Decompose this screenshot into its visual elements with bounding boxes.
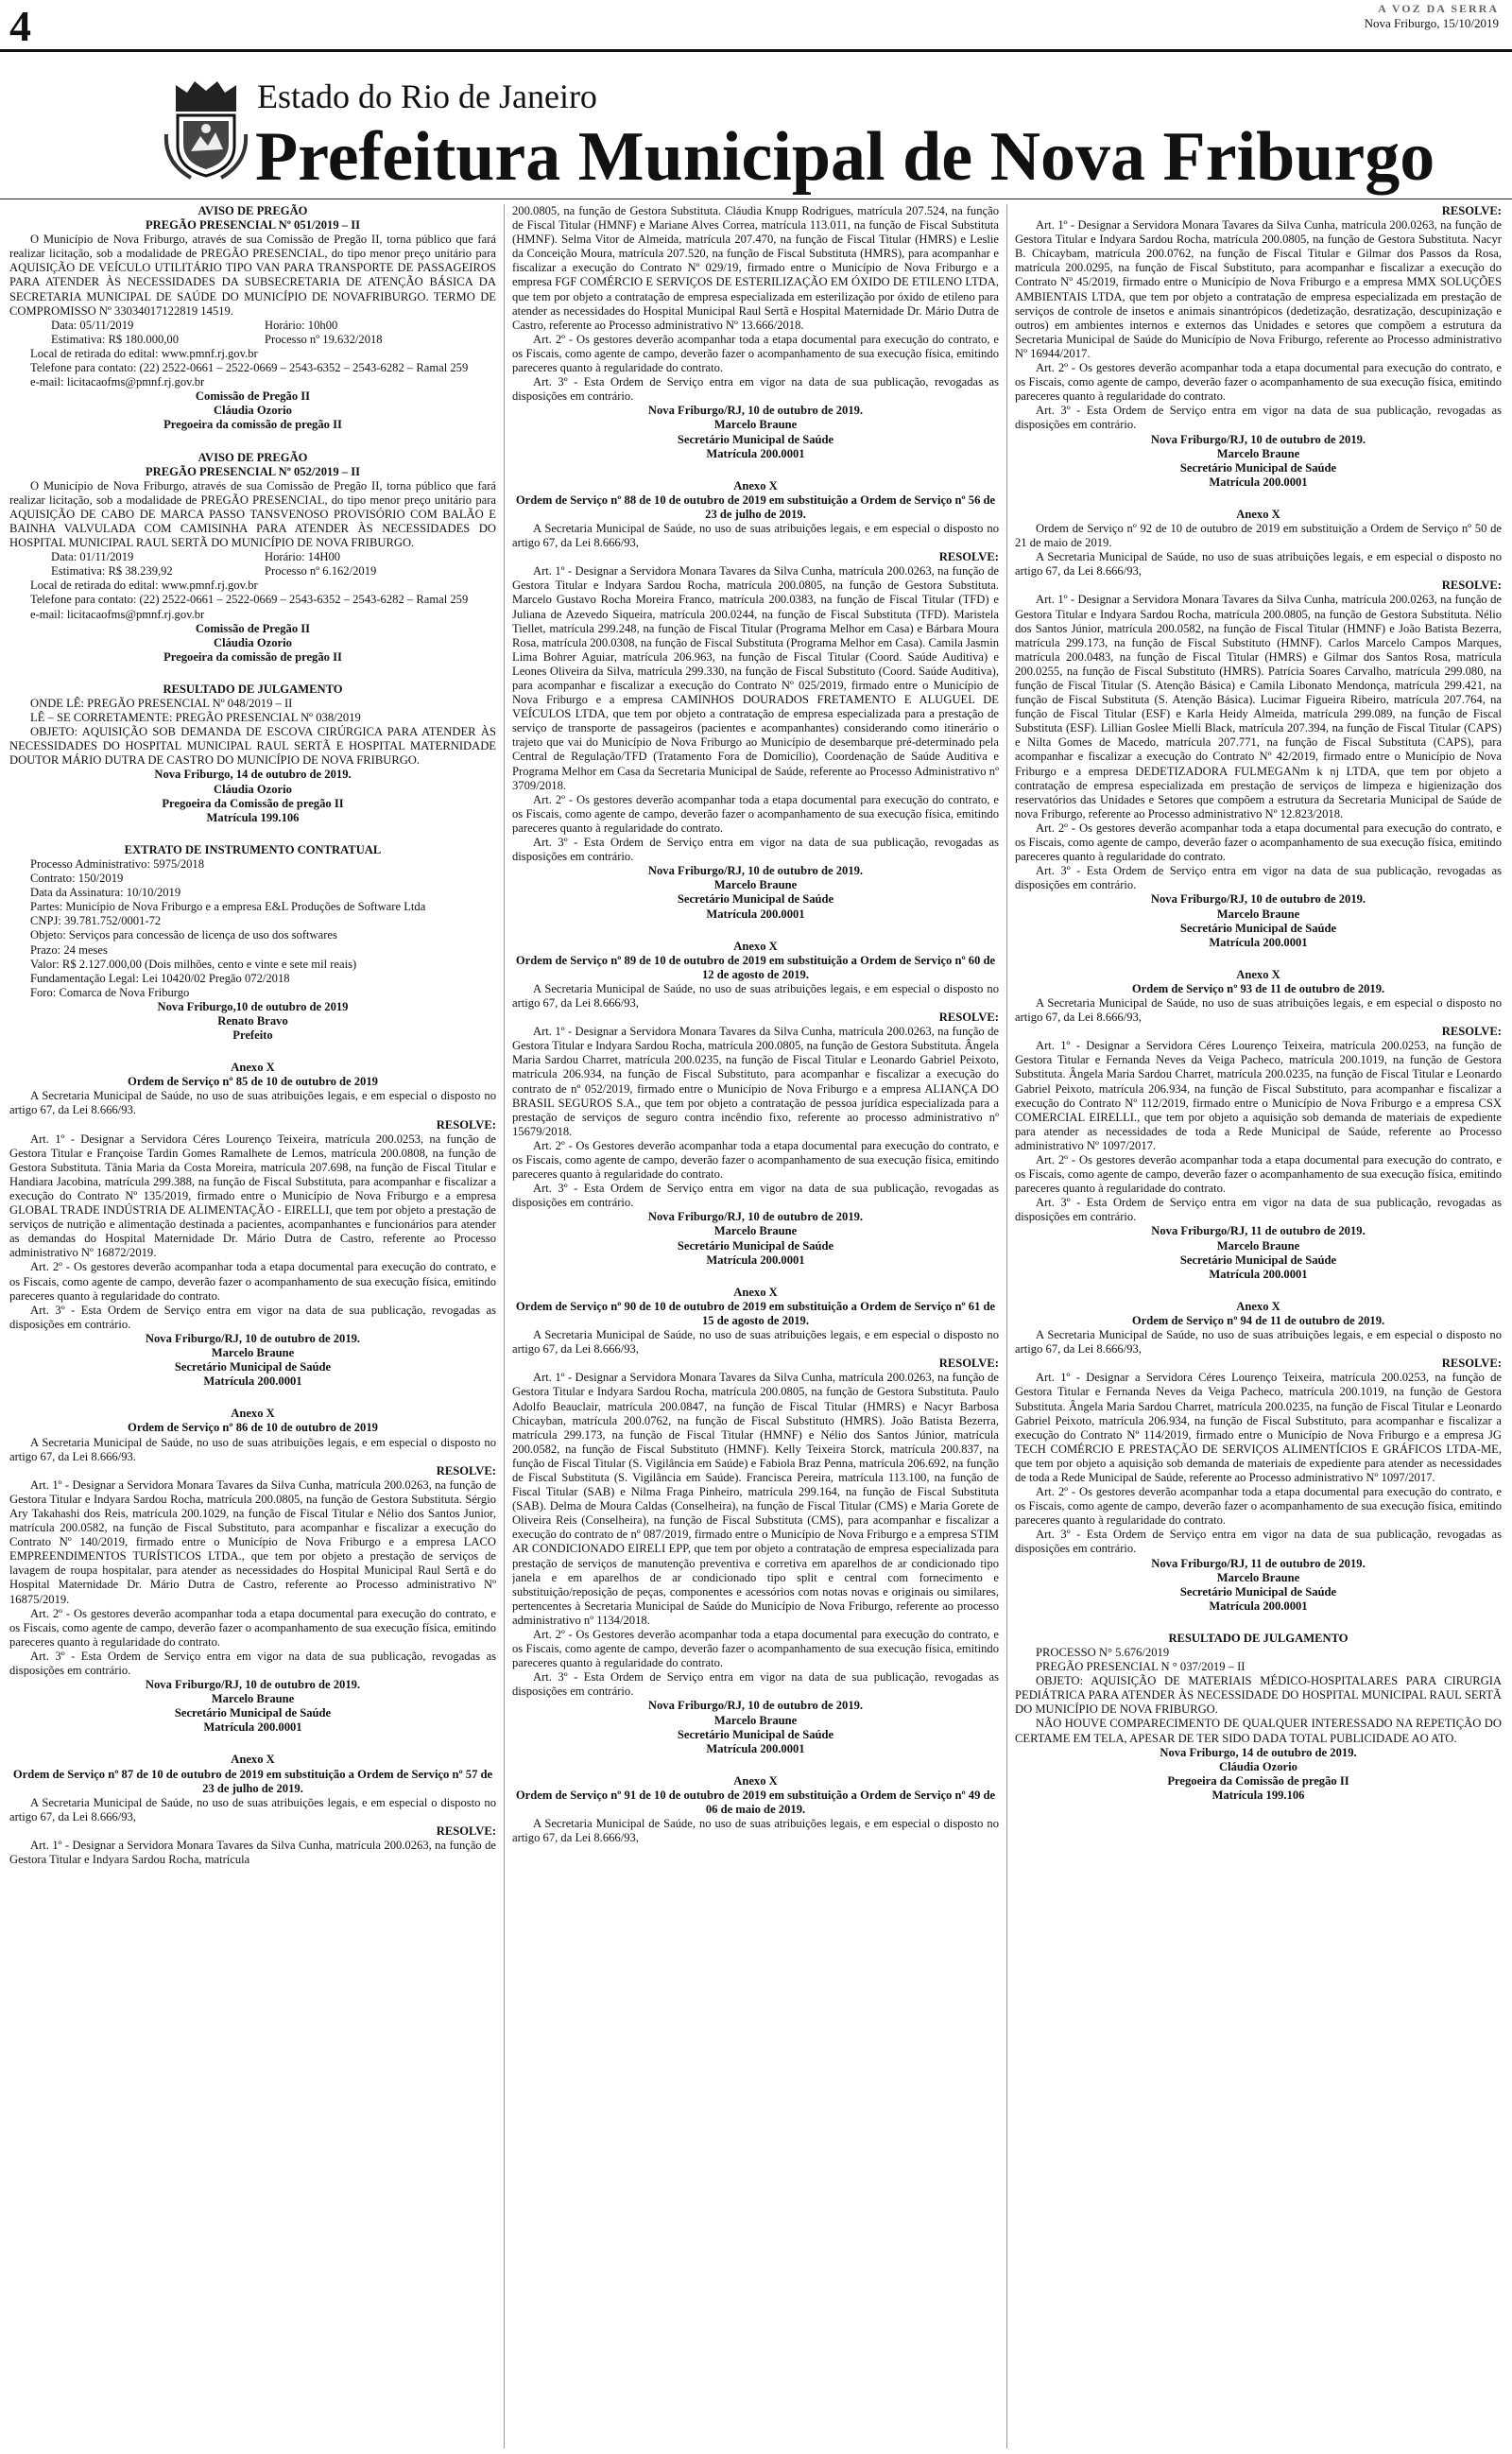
text-line: Data da Assinatura: 10/10/2019: [30, 886, 181, 900]
section-title: Anexo X: [733, 939, 778, 953]
paragraph: Art. 2º - Os gestores deverão acompanhar toda a etapa documental para execução do contrato, e os Fiscais, como agente de campo, deverão fazer o acompanhamento de sua execução física, emitindo pareceres quanto à regularidade do contrato.: [9, 1260, 496, 1303]
section-subtitle: Ordem de Serviço nº 87 de 10 de outubro de 2019 em substituição a Ordem de Serviço nº 57 de 23 de julho de 2019.: [12, 1767, 493, 1795]
paragraph: Art. 3º - Esta Ordem de Serviço entra em vigor na data de sua publicação, revogadas as disposições em contrário.: [512, 1670, 999, 1699]
signature-line: Secretário Municipal de Saúde: [677, 1238, 834, 1253]
paragraph: OBJETO: AQUISIÇÃO DE MATERIAIS MÉDICO-HOSPITALARES PARA CIRURGIA PEDIÁTRICA PARA ATENDER ÀS NECESSIDADE DO HOSPITAL MUNICIPAL RAUL SERTÃ DO MUNICÍPIO DE NOVA FRIBURGO.: [1015, 1674, 1502, 1717]
section-title: Anexo X: [231, 1753, 275, 1767]
paragraph: Art. 1º - Designar a Servidora Céres Lourenço Teixeira, matrícula 200.0253, na função de Gestora Titular e Fernanda Neves da Veiga Pacheco, matrícula 200.1019, na função de Gestora Substituta. Ângela Maria Sardou Charret, matrícula 200.0235, na função de Fiscal Titular e Leonardo Gabriel Peixoto, matrícula 206.934, na função de Fiscal Substituto, para acompanhar e fiscalizar a execução do Contrato Nº 112/2019, firmado entre o Município de Nova Friburgo e a empresa CSX COMERCIAL EIRELLI., que tem por objeto a aquisição sob demanda de materiais de expediente para atender as necessidades de toda a Rede Municipal de Saúde, referente ao Processo administrativo Nº 1097/2017.: [1015, 1039, 1502, 1152]
coat-of-arms-icon: [163, 78, 249, 181]
signature-line: Marcelo Braune: [713, 1224, 798, 1238]
section-subtitle: Ordem de Serviço nº 90 de 10 de outubro de 2019 em substituição a Ordem de Serviço nº 61 de 15 de agosto de 2019.: [515, 1299, 996, 1327]
text-line: PREGÃO PRESENCIAL N ° 037/2019 – II: [1036, 1660, 1246, 1674]
text-line: Local de retirada do edital: www.pmnf.rj.gov.br: [30, 346, 258, 360]
text-line: Partes: Município de Nova Friburgo e a empresa E&L Produções de Software Ltda: [30, 900, 426, 914]
newspaper-name: A VOZ DA SERRA: [1378, 2, 1499, 15]
section-subtitle: Ordem de Serviço nº 91 de 10 de outubro de 2019 em substituição a Ordem de Serviço nº 49 de 06 de maio de 2019.: [515, 1788, 996, 1817]
resolve-label: RESOLVE:: [938, 550, 999, 564]
text-line: Fundamentação Legal: Lei 10420/02 Pregão 072/2018: [30, 971, 290, 985]
text-line: Valor: R$ 2.127.000,00 (Dois milhões, cento e vinte e sete mil reais): [30, 957, 357, 971]
signature-line: Nova Friburgo/RJ, 10 de outubro de 2019.: [647, 864, 864, 878]
paragraph: Art. 1º - Designar a Servidora Monara Tavares da Silva Cunha, matrícula 200.0263, na função de Gestora Titular e Indyara Sardou Rocha, matrícula 200.0805, na função de Gestora Substituta. Paulo Adolfo Beauclair, matrícula 200.0847, na função de Fiscal Titular (HMRS) e Nacyr Barbosa Chicayban, matrícula 200.0762, na função de Fiscal Substituto (HMRS). João Batista Bezerra, matrícula 299.173, na função de Fiscal Titular (HMNF) e Nélio dos Santos Júnior, matrícula 200.0582, na função de Fiscal Substituto (HMNF). Kelly Teixeira Storck, matrícula 200.837, na função de Fiscal Titular (S. Vigilância em Saúde) e Fabiola Braz Penna, matrícula 206.692, na função de Fiscal Substituta (S. Vigilância em Saúde). Francisca Pereira, matrícula 113.100, na função de Fiscal Titular (SAB) e Nilma Fraga Pinheiro, matrícula 299.164, na função de Fiscal Substituta (SAB). Delma de Moura Caldas (Conselheira), na função de Fiscal Titular (CMS) e Maria Gorete de Oliveira Reis (Conselheira), na função de Fiscal Substituta (CMS), para acompanhar e fiscalizar a execução do contrato de nº 087/2019, firmado entre o Município de Nova Friburgo e a empresa STIM AR CONDICIONADO EIRELI EPP, que tem por objeto a contratação de empresa especializada para prestação de serviços de manutenção preventiva e corretiva em aparelhos de ar condicionado tipo janela e em aparelhos de ar condicionado tipo split e central com fornecimento e substituição/reposição de peças, componentes e acessórios com notas novas e originais ou similares, pertencentes à Secretaria Municipal de Saúde do Município de Nova Friburgo, referente ao processo administrativo nº 1134/2018.: [512, 1371, 999, 1627]
resolve-label: RESOLVE:: [436, 1117, 496, 1132]
text-line: Contrato: 150/2019: [30, 872, 124, 886]
date-line: Data: 01/11/2019 Horário: 14H00: [51, 550, 341, 564]
section-subtitle: Ordem de Serviço nº 88 de 10 de outubro de 2019 em substituição a Ordem de Serviço nº 56 de 23 de julho de 2019.: [515, 493, 996, 521]
prefeitura-title: Prefeitura Municipal de Nova Friburgo: [255, 118, 1435, 196]
text-line: Objeto: Serviços para concessão de licença de uso dos softwares: [30, 928, 337, 942]
paragraph: A Secretaria Municipal de Saúde, no uso de suas atribuições legais, e em especial o disposto no artigo 67, da Lei 8.666/93,: [512, 981, 999, 1010]
ordem-servico-86: [9, 1407, 496, 1735]
paragraph: Art. 1º - Designar a Servidora Monara Tavares da Silva Cunha, matrícula 200.0263, na função de Gestora Titular e Indyara Sardou Rocha, matrícula 200.0805, na função de Gestora Substituta. Nélio dos Santos Júnior, matrícula 200.0582, na função de Fiscal Titular (HMNF) e João Batista Bezerra, matrícula 299.173, na função de Fiscal Substituto (HMNF). Carlos Marcelo Campos Marques, matrícula 200.0483, na função de Fiscal Titular (HMRS) e Gilmar dos Santos Rosa, matrícula 200.0255, na função de Fiscal Substituto (HMRS). Patrícia Soares Carvalho, matrícula 299.080, na função de Fiscal Titular (S. Atenção Básica) e Camila Libonato Mendonça, matrícula 299.421, na função de Fiscal Substituta (S. Atenção Básica). Lucimar Figueira Ribeiro, matrícula 207.764, na função de Fiscal Titular (ESF) e Karla Heidy Almeida, matrícula 299.089, na função de Fiscal Substituta (ESF). Lillian Goslee Mielli Black, matrícula 207.394, na função de Fiscal Titular (CAPS) e Nilta Gomes de Macedo, matrícula 207.771, na função de Fiscal Substituta (CAPS), para acompanhar e fiscalizar a execução do Contrato Nº 42/2019, firmado entre o Município de Nova Friburgo e a empresa DEDETIZADORA FULMEGANm k nj LTDA, que tem por objeto a contratação de empresa especializada em prestação de serviços de limpeza e higienização dos reservatórios das Unidades e Setores que compõem a estrutura da Secretaria Municipal de Saúde de nova Friburgo, referente ao Processo administrativo Nº 12.823/2018.: [1015, 593, 1502, 821]
text-line: Foro: Comarca de Nova Friburgo: [30, 985, 190, 999]
column-3: [1015, 204, 1502, 2448]
paragraph: Art. 2º - Os gestores deverão acompanhar toda a etapa documental para execução do contrato, e os Fiscais, como agente de campo, deverão fazer o acompanhamento de sua execução física, emitindo pareceres quanto à regularidade do contrato.: [1015, 821, 1502, 864]
section-title: Anexo X: [1236, 507, 1280, 521]
resolve-label: RESOLVE:: [1441, 1025, 1502, 1039]
ordem-servico-90: [512, 1286, 999, 1756]
signature-line: Secretário Municipal de Saúde: [174, 1360, 332, 1374]
section-title: Anexo X: [733, 478, 778, 493]
resolve-label: RESOLVE:: [1441, 204, 1502, 217]
signature-line: Matrícula 200.0001: [706, 1741, 805, 1755]
paragraph: Art. 2º - Os Gestores deverão acompanhar toda a etapa documental para execução do contrato, e os Fiscais, como agente de campo, deverão fazer o acompanhamento de sua execução física, emitindo pareceres quanto à regularidade do contrato.: [512, 1628, 999, 1670]
signature-line: Secretário Municipal de Saúde: [677, 432, 834, 446]
signature-line: Secretário Municipal de Saúde: [174, 1706, 332, 1720]
text-line: e-mail: licitacaofms@pmnf.rj.gov.br: [30, 375, 205, 389]
section-title: AVISO DE PREGÃO: [198, 450, 308, 464]
section-title: Anexo X: [733, 1773, 778, 1788]
resolve-label: RESOLVE:: [938, 1011, 999, 1025]
signature-line: Marcelo Braune: [1216, 446, 1300, 460]
signature-line: Nova Friburgo/RJ, 10 de outubro de 2019.: [1150, 432, 1366, 446]
signature-line: Nova Friburgo/RJ, 10 de outubro de 2019.: [1150, 892, 1366, 907]
paragraph: O Município de Nova Friburgo, através de sua Comissão de Pregão II, torna público que fará realizar licitação, sob a modalidade de PREGÃO PRESENCIAL, do tipo menor preço unitário para AQUISIÇÃO DE VEÍCULO UTILITÁRIO TIPO VAN PARA TRANSPORTE DE PASSAGEIROS PARA ATENDER ÀS NECESSIDADES DA SUBSECRETARIA DE ATENÇÃO BÁSICA DA SECRETARIA MUNICIPAL DE SAÚDE DO MUNICÍPIO DE NOVAFRIBURGO. TERMO DE COMPROMISSO Nº 33034017122819 14519.: [9, 233, 496, 318]
paragraph: Ordem de Serviço nº 92 de 10 de outubro de 2019 em substituição a Ordem de Serviço nº 50 de 21 de maio de 2019.: [1015, 521, 1502, 550]
signature-line: Cláudia Ozorio: [214, 782, 292, 796]
text-line: Prazo: 24 meses: [30, 942, 108, 957]
paragraph: Art. 3º - Esta Ordem de Serviço entra em vigor na data de sua publicação, revogadas as disposições em contrário.: [1015, 1196, 1502, 1224]
signature-line: Pregoeira da Comissão de pregão II: [1167, 1773, 1349, 1788]
page-number: 4: [9, 2, 31, 50]
paragraph: A Secretaria Municipal de Saúde, no uso de suas atribuições legais, e em especial o disposto no artigo 67, da Lei 8.666/93.: [9, 1435, 496, 1463]
signature-line: Nova Friburgo/RJ, 10 de outubro de 2019.: [145, 1678, 361, 1692]
signature-line: Marcelo Braune: [1216, 907, 1300, 921]
paragraph: A Secretaria Municipal de Saúde, no uso de suas atribuições legais, e em especial o disposto no artigo 67, da Lei 8.666/93.: [9, 1089, 496, 1117]
paragraph: Art. 1º - Designar a Servidora Monara Tavares da Silva Cunha, matrícula 200.0263, na função de Gestora Titular e Indyara Sardou Rocha, matrícula: [9, 1839, 496, 1867]
masthead: [1365, 2, 1499, 30]
column-2: [512, 204, 999, 2448]
column-divider: [1006, 204, 1007, 2448]
estimate-line: Estimativa: R$ 38.239,92 Processo nº 6.162/2019: [51, 564, 377, 579]
paragraph: Art. 3º - Esta Ordem de Serviço entra em vigor na data de sua publicação, revogadas as disposições em contrário.: [9, 1649, 496, 1677]
signature-line: Cláudia Ozorio: [214, 635, 292, 649]
paragraph: Art. 1º - Designar a Servidora Céres Lourenço Teixeira, matrícula 200.0253, na função de Gestora Titular e Françoise Tardin Gomes Ramalhete de Lemos, matrícula 200.0808, na função de Gestora Substituta. Tânia Maria da Costa Moreira, matrícula 207.698, na função de Fiscal Titular e Handiara Jacobina, matrícula 299.388, na função de Fiscal Substituta, para acompanhar e fiscalizar a execução do Contrato Nº 135/2019, firmado entre o Município de Nova Friburgo e a empresa GLOBAL TRADE INDÚSTRIA DE ALIMENTAÇÃO - EIRELLI, que tem por objeto a prestação de serviços de nutrição e alimentação destinada a pacientes, acompanhantes e funcionários para atender as demandas do Hospital Maternidade Dr. Mário Dutra de Castro, referente ao Processo administrativo Nº 16872/2019.: [9, 1132, 496, 1260]
paragraph: Art. 1º - Designar a Servidora Céres Lourenço Teixeira, matrícula 200.0253, na função de Gestora Titular e Fernanda Neves da Veiga Pacheco, matrícula 200.1019, na função de Gestora Substituta. Ângela Maria Sardou Charret, matrícula 200.0235, na função de Fiscal Titular e Leonardo Gabriel Peixoto, matrícula 206.934, na função de Fiscal Substituto, para acompanhar e fiscalizar a execução do Contrato Nº 114/2019, firmado entre o Município de Nova Friburgo e a empresa JG TECH COMÉRCIO E PRESTAÇÃO DE SERVIÇOS ALIMENTÍCIOS E GRÁFICOS LTDA-ME, que tem por objeto a aquisição sob demanda de materiais de expediente para atender as necessidades de toda a Rede Municipal de Saúde, referente ao Processo administrativo Nº 1097/2017.: [1015, 1371, 1502, 1484]
section-subtitle: PREGÃO PRESENCIAL Nº 051/2019 – II: [145, 218, 361, 233]
paragraph: A Secretaria Municipal de Saúde, no uso de suas atribuições legais, e em especial o disposto no artigo 67, da Lei 8.666/93,: [512, 521, 999, 550]
resolve-label: RESOLVE:: [1441, 1357, 1502, 1371]
ordem-servico-93: [1015, 968, 1502, 1282]
text-line: Local de retirada do edital: www.pmnf.rj.gov.br: [30, 579, 258, 593]
paragraph: Art. 1º - Designar a Servidora Monara Tavares da Silva Cunha, matrícula 200.0263, na função de Gestora Titular e Indyara Sardou Rocha, matrícula 200.0805, na função de Gestora Substituta. Sérgio Ary Takahashi dos Reis, matrícula 200.1029, na função de Fiscal Titular e Nélio dos Santos Junior, matrícula 200.0582, na função de Fiscal Substituto, para acompanhar e fiscalizar a execução do Contrato Nº 140/2019, firmado entre o Município de Nova Friburgo e a empresa LACO EMPREENDIMENTOS TURÍSTICOS LTDA., que tem por objeto a prestação de serviços de lavagem de roupa hospitalar, para atender as necessidades do Hospital Municipal Raul Sertã e do Hospital Maternidade Dr. Mário Dutra de Castro, referente ao Processo administrativo Nº 16875/2019.: [9, 1478, 496, 1606]
paragraph: Art. 1º - Designar a Servidora Monara Tavares da Silva Cunha, matrícula 200.0263, na função de Gestora Titular e Indyara Sardou Rocha, matrícula 200.0805, na função de Gestora Substituta. Ângela Maria Sardou Charret, matrícula 200.0235, na função de Fiscal Titular e Leonardo Gabriel Peixoto, matrícula 206.934, na função de Fiscal Substituto, para acompanhar e fiscalizar a execução do contrato de nº 052/2019, firmado entre o Município de Nova Friburgo e a empresa ALIANÇA DO BRASIL SEGUROS S.A., que tem por objeto a contratação de pessoa jurídica especializada para a prestação de serviços de seguro contra incêndio fixo, referente ao processo administrativo nº 15679/2018.: [512, 1025, 999, 1138]
paragraph: NÃO HOUVE COMPARECIMENTO DE QUALQUER INTERESSADO NA REPETIÇÃO DO CERTAME EM TELA, APESAR DE TER SIDO DADA TOTAL PUBLICIDADE AO ATO.: [1015, 1717, 1502, 1745]
signature-line: Marcelo Braune: [211, 1692, 295, 1706]
section-title: RESULTADO DE JULGAMENTO: [163, 682, 343, 696]
section-title: Anexo X: [231, 1407, 275, 1421]
signature-line: Comissão de Pregão II: [195, 621, 311, 635]
signature-line: Nova Friburgo, 14 de outubro de 2019.: [154, 768, 352, 782]
resolve-label: RESOLVE:: [436, 1823, 496, 1838]
signature-line: Secretário Municipal de Saúde: [1179, 1253, 1337, 1267]
column-divider: [504, 204, 505, 2448]
paragraph: Art. 2º - Os gestores deverão acompanhar toda a etapa documental para execução do contrato, e os Fiscais, como agente de campo, deverão fazer o acompanhamento de sua execução física, emitindo pareceres quanto à regularidade do contrato.: [9, 1606, 496, 1649]
paragraph: A Secretaria Municipal de Saúde, no uso de suas atribuições legais, e em especial o disposto no artigo 67, da Lei 8.666/93,: [512, 1328, 999, 1357]
paragraph: A Secretaria Municipal de Saúde, no uso de suas atribuições legais, e em especial o disposto no artigo 67, da Lei 8.666/93,: [512, 1817, 999, 1845]
paragraph: Art. 2º - Os gestores deverão acompanhar toda a etapa documental para execução do contrato, e os Fiscais, como agente de campo, deverão fazer o acompanhamento de sua execução física, emitindo pareceres quanto à regularidade do contrato.: [512, 792, 999, 835]
text-line: Telefone para contato: (22) 2522-0661 – 2522-0669 – 2543-6352 – 2543-6282 – Ramal 259: [30, 361, 469, 375]
signature-line: Nova Friburgo, 14 de outubro de 2019.: [1160, 1745, 1357, 1759]
signature-line: Renato Bravo: [217, 1013, 288, 1028]
text-line: LÊ – SE CORRETAMENTE: PREGÃO PRESENCIAL Nº 038/2019: [30, 711, 361, 725]
signature-line: Matrícula 200.0001: [203, 1374, 302, 1389]
prefeitura-banner: [163, 62, 1486, 196]
aviso-pregao-051: [9, 204, 496, 433]
section-subtitle: Ordem de Serviço nº 93 de 11 de outubro de 2019.: [1131, 981, 1385, 995]
signature-line: Pregoeira da comissão de pregão II: [163, 418, 342, 432]
ordem-servico-85: [9, 1061, 496, 1389]
resolve-label: RESOLVE:: [938, 1357, 999, 1371]
signature-line: Cláudia Ozorio: [214, 404, 292, 418]
top-rule: [0, 49, 1512, 52]
signature-line: Pregoeira da comissão de pregão II: [163, 649, 342, 664]
ordem-servico-89: [512, 940, 999, 1268]
paragraph: 200.0805, na função de Gestora Substituta. Cláudia Knupp Rodrigues, matrícula 207.524, na função de Fiscal Titular (HMNF) e Mariane Alves Correa, matrícula 113.011, na função de Fiscal Substituta (HMNF). Selma Vitor de Almeida, matrícula 207.470, na função de Fiscal Titular (HMRS) e Leslie da Conceição Moura, matrícula 207.520, na função de Fiscal Substituta (HMRS), para acompanhar e fiscalizar a execução do Contrato Nº 029/19, firmado entre o Município de Nova Friburgo e a empresa FGF COMÉRCIO E SERVIÇOS DE ESTERILIZAÇÃO EM ÓXIDO DE ETILENO LTDA, que tem por objeto a contratação de empresa especializada em esterilização por óxido de etileno para atender as necessidades do Hospital Municipal Raul Sertã e Hospital Maternidade Dr. Mário Dutra de Castro, referente ao Processo administrativo Nº 13.666/2018.: [512, 204, 999, 332]
text-line: ONDE LÊ: PREGÃO PRESENCIAL Nº 048/2019 – II: [30, 697, 293, 710]
signature-line: Marcelo Braune: [1216, 1570, 1300, 1584]
section-subtitle: Ordem de Serviço nº 89 de 10 de outubro de 2019 em substituição a Ordem de Serviço nº 60 de 12 de agosto de 2019.: [515, 953, 996, 981]
text-line: Telefone para contato: (22) 2522-0661 – 2522-0669 – 2543-6352 – 2543-6282 – Ramal 259: [30, 593, 469, 607]
section-title: AVISO DE PREGÃO: [198, 204, 308, 217]
signature-line: Matrícula 200.0001: [706, 907, 805, 921]
state-name: Estado do Rio de Janeiro: [257, 78, 597, 115]
signature-line: Nova Friburgo/RJ, 10 de outubro de 2019.: [647, 1210, 864, 1224]
paragraph: A Secretaria Municipal de Saúde, no uso de suas atribuições legais, e em especial o disposto no artigo 67, da Lei 8.666/93,: [1015, 995, 1502, 1025]
paragraph: A Secretaria Municipal de Saúde, no uso de suas atribuições legais, e em especial o disposto no artigo 67, da Lei 8.666/93,: [9, 1795, 496, 1823]
signature-line: Secretário Municipal de Saúde: [1179, 460, 1337, 475]
text-line: PROCESSO N° 5.676/2019: [1036, 1646, 1170, 1659]
signature-line: Secretário Municipal de Saúde: [1179, 921, 1337, 935]
paragraph: Art. 3º - Esta Ordem de Serviço entra em vigor na data de sua publicação, revogadas as disposições em contrário.: [1015, 1528, 1502, 1556]
ordem-servico-92: [1015, 508, 1502, 950]
signature-line: Matrícula 200.0001: [1209, 475, 1308, 489]
text-line: Processo Administrativo: 5975/2018: [30, 856, 205, 871]
paragraph: Art. 3º - Esta Ordem de Serviço entra em vigor na data de sua publicação, revogadas as disposições em contrário.: [512, 1182, 999, 1210]
columns: [9, 204, 1503, 2448]
signature-line: Matrícula 200.0001: [1209, 935, 1308, 949]
text-line: CNPJ: 39.781.752/0001-72: [30, 914, 162, 928]
section-subtitle: Ordem de Serviço nº 85 de 10 de outubro de 2019: [128, 1075, 378, 1089]
section-subtitle: PREGÃO PRESENCIAL Nº 052/2019 – II: [145, 464, 361, 478]
extrato-contratual: [9, 843, 496, 1043]
paragraph: O Município de Nova Friburgo, através de sua Comissão de Pregão II, torna público que fará realizar licitação, sob a modalidade de PREGÃO PRESENCIAL, do tipo menor preço unitário para AQUISIÇÃO DE CABO DE MARCA PASSO TANSVENOSO PROVISÓRIO COM BALÃO E BAINHA VALVULADA COM CAMISINHA PARA ATENDER ÀS NECESSIDADES DO HOSPITAL MUNICIPAL RAUL SERTÃ DO MUNICÍPIO DE NOVA FRIBURGO.: [9, 478, 496, 550]
signature-line: Marcelo Braune: [1216, 1238, 1300, 1253]
column-1: [9, 204, 496, 2448]
signature-line: Nova Friburgo/RJ, 10 de outubro de 2019.: [647, 1699, 864, 1713]
paragraph: Art. 1º - Designar a Servidora Monara Tavares da Silva Cunha, matrícula 200.0263, na função de Gestora Titular e Indyara Sardou Rocha, matrícula 200.0805, na função de Gestora Substituta. Marcelo Gustavo Rocha Moreira Franco, matrícula 200.0383, na função de Fiscal Titular (TFD) e Juliana de Azevedo Siqueira, matrícula 200.0244, na função de Fiscal Substituta (TFD). Maristela Tiellet, matrícula 299.248, na função de Fiscal Titular (Programa Melhor em Casa) e Bárbara Moura Rosa, matrícula 200.0308, na função de Fiscal Substituta (Programa Melhor em Casa). Camila Jasmin Lima Bohrer Aguiar, matrícula 206.963, na função de Fiscal Titular (Coord. Saúde Auditiva) e Leones Oliveira da Silva, matrícula 299.330, na função de Fiscal Substituto (Coord. Saúde Auditiva), para acompanhar e fiscalizar a execução do Contrato Nº 025/2019, firmado entre o Município de Nova Friburgo e a empresa CAMINHOS DOURADOS FRETAMENTO E ALUGUEL DE VEÍCULOS LTDA, que tem por objeto a contratação de empresa especializada para a prestação de serviço de transporte de passageiros (pacientes e acompanhantes) considerando como itinerário o trajeto que vai do Município de Nova Friburgo ao Município de desembarque pré-determinado pela Central de Regulação/TFD (Tratamento Fora de Domicílio), Coordenação de Saúde Auditiva e Programa Melhor em Casa da Secretaria Municipal de Saúde, referente ao Processo Administrativo nº 3709/2018.: [512, 564, 999, 792]
resultado-julgamento: [9, 683, 496, 825]
paragraph: Art. 2º - Os gestores deverão acompanhar toda a etapa documental para execução do contrato, e os Fiscais, como agente de campo, deverão fazer o acompanhamento de sua execução física, emitindo pareceres quanto à regularidade do contrato.: [1015, 1153, 1502, 1196]
signature-line: Cláudia Ozorio: [1219, 1759, 1297, 1773]
signature-line: Matrícula 200.0001: [706, 446, 805, 460]
signature-line: Nova Friburgo/RJ, 11 de outubro de 2019.: [1151, 1224, 1366, 1238]
paragraph: Art. 2º - Os gestores deverão acompanhar toda a etapa documental para execução do contrato, e os Fiscais, como agente de campo, deverão fazer o acompanhamento de sua execução física, emitindo pareceres quanto à regularidade do contrato.: [1015, 361, 1502, 404]
ordem-servico-91: [512, 1774, 999, 1845]
paragraph: A Secretaria Municipal de Saúde, no uso de suas atribuições legais, e em especial o disposto no artigo 67, da Lei 8.666/93,: [1015, 1328, 1502, 1357]
signature-line: Nova Friburgo,10 de outubro de 2019: [157, 999, 349, 1013]
signature-line: Matrícula 199.106: [1211, 1788, 1305, 1802]
edition-date: Nova Friburgo, 15/10/2019: [1364, 16, 1499, 30]
ordem-servico-91-continued: [1015, 204, 1502, 490]
ordem-servico-88: [512, 479, 999, 922]
date-line: Data: 05/11/2019 Horário: 10h00: [51, 318, 338, 332]
signature-line: Marcelo Braune: [211, 1346, 295, 1360]
signature-line: Pregoeira da Comissão de pregão II: [162, 796, 344, 810]
paragraph: Art. 1º - Designar a Servidora Monara Tavares da Silva Cunha, matrícula 200.0263, na função de Gestora Titular e Indyara Sardou Rocha, matrícula 200.0805, na função de Gestora Substituta. Nacyr B. Chicaybam, matrícula 200.0762, na função de Fiscal Titular e Gilmar dos Passos da Rosa, matrícula 200.0295, na função de Fiscal Substituto, para acompanhar e fiscalizar a execução do Contrato Nº 45/2019, firmado entre o Município de Nova Friburgo e a empresa MMX SOLUÇÕES AMBIENTAIS LTDA, que tem por objeto a contratação de empresa especializada em prestação de serviços de controle de insetos e animais sinantrópicos (dedetização, desratização, descupinização e outros) em ambientes internos e externos das Unidades e setores que compõem a estrutura da Secretaria Municipal de Saúde do Município de Nova Friburgo, referente ao Processo administrativo Nº 16944/2017.: [1015, 218, 1502, 360]
paragraph: Art. 2º - Os Gestores deverão acompanhar toda a etapa documental para execução do contrato, e os Fiscais, como agente de campo, deverão fazer o acompanhamento de sua execução física, emitindo pareceres quanto à regularidade do contrato.: [512, 1138, 999, 1182]
resolve-label: RESOLVE:: [1441, 579, 1502, 593]
signature-line: Nova Friburgo/RJ, 11 de outubro de 2019.: [1151, 1556, 1366, 1570]
paragraph: Art. 2º - Os gestores deverão acompanhar toda a etapa documental para execução do contrato, e os Fiscais, como agente de campo, deverão fazer o acompanhamento de sua execução física, emitindo pareceres quanto à regularidade do contrato.: [1015, 1485, 1502, 1528]
paragraph: Art. 3º - Esta Ordem de Serviço entra em vigor na data de sua publicação, revogadas as disposições em contrário.: [1015, 404, 1502, 432]
signature-line: Matrícula 200.0001: [1209, 1599, 1308, 1613]
paragraph: Art. 2º - Os gestores deverão acompanhar toda a etapa documental para execução do contrato, e os Fiscais, como agente de campo, deverão fazer o acompanhamento de sua execução física, emitindo pareceres quanto à regularidade do contrato.: [512, 332, 999, 375]
section-title: EXTRATO DE INSTRUMENTO CONTRATUAL: [124, 842, 382, 856]
signature-line: Secretário Municipal de Saúde: [1179, 1584, 1337, 1599]
paragraph: OBJETO: AQUISIÇÃO SOB DEMANDA DE ESCOVA CIRÚRGICA PARA ATENDER ÀS NECESSIDADES DO HOSPITAL MUNICIPAL RAUL SERTÃ E HOSPITAL MATERNIDADE DOUTOR MÁRIO DUTRA DE CASTRO DO MUNICÍPIO DE NOVA FRIBURGO.: [9, 725, 496, 768]
signature-line: Matrícula 200.0001: [706, 1253, 805, 1267]
resultado-julgamento-037: [1015, 1632, 1502, 1803]
signature-line: Matrícula 200.0001: [203, 1720, 302, 1735]
aviso-pregao-052: [9, 451, 496, 665]
section-title: Anexo X: [231, 1061, 275, 1075]
signature-line: Marcelo Braune: [713, 878, 798, 892]
signature-line: Marcelo Braune: [713, 418, 798, 432]
signature-line: Secretário Municipal de Saúde: [677, 892, 834, 907]
paragraph: Art. 3º - Esta Ordem de Serviço entra em vigor na data de sua publicação, revogadas as disposições em contrário.: [1015, 864, 1502, 892]
signature-line: Prefeito: [232, 1028, 273, 1043]
estimate-line: Estimativa: R$ 180.000,00 Processo nº 19.632/2018: [51, 332, 383, 346]
signature-line: Marcelo Braune: [713, 1713, 798, 1727]
section-title: Anexo X: [1236, 1299, 1280, 1313]
ordem-servico-87: [9, 1753, 496, 1867]
signature-line: Secretário Municipal de Saúde: [677, 1727, 834, 1741]
signature-line: Nova Friburgo/RJ, 10 de outubro de 2019.: [647, 404, 864, 418]
signature-line: Nova Friburgo/RJ, 10 de outubro de 2019.: [145, 1331, 361, 1345]
signature-line: Matrícula 199.106: [206, 810, 300, 824]
paragraph: Art. 3º - Esta Ordem de Serviço entra em vigor na data de sua publicação, revogadas as disposições em contrário.: [9, 1303, 496, 1331]
section-subtitle: Ordem de Serviço nº 94 de 11 de outubro de 2019.: [1131, 1313, 1385, 1327]
signature-line: Comissão de Pregão II: [195, 389, 311, 404]
section-subtitle: Ordem de Serviço nº 86 de 10 de outubro de 2019: [128, 1421, 378, 1435]
section-title: Anexo X: [733, 1285, 778, 1299]
paragraph: A Secretaria Municipal de Saúde, no uso de suas atribuições legais, e em especial o disposto no artigo 67, da Lei 8.666/93,: [1015, 550, 1502, 579]
resolve-label: RESOLVE:: [436, 1463, 496, 1478]
ordem-servico-94: [1015, 1300, 1502, 1614]
text-line: e-mail: licitacaofms@pmnf.rj.gov.br: [30, 607, 205, 621]
ordem-servico-87-continued: [512, 204, 999, 461]
section-title: Anexo X: [1236, 967, 1280, 981]
paragraph: Art. 3º - Esta Ordem de Serviço entra em vigor na data de sua publicação, revogadas as disposições em contrário.: [512, 836, 999, 864]
paragraph: Art. 3º - Esta Ordem de Serviço entra em vigor na data de sua publicação, revogadas as disposições em contrário.: [512, 375, 999, 404]
section-title: RESULTADO DE JULGAMENTO: [1168, 1631, 1349, 1645]
signature-line: Matrícula 200.0001: [1209, 1267, 1308, 1281]
